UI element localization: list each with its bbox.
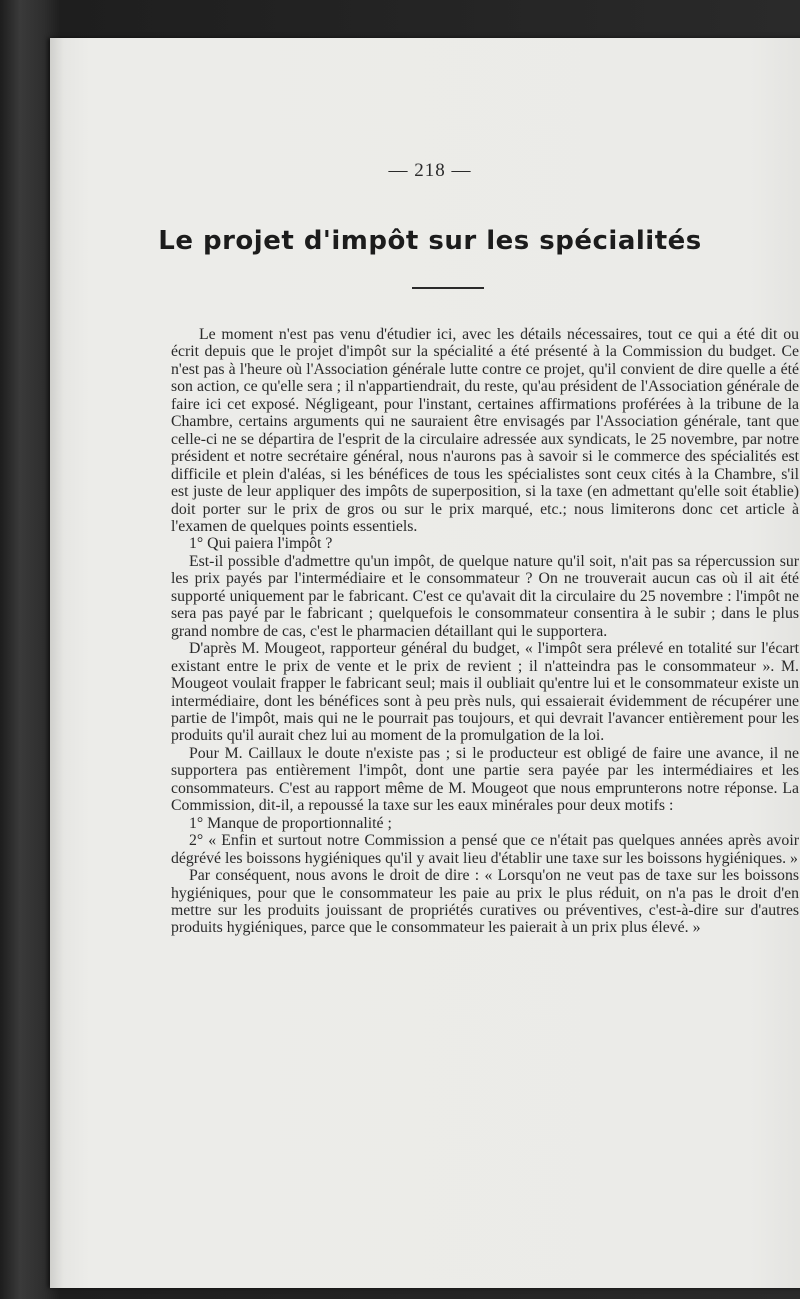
article-title: Le projet d'impôt sur les spécialités bbox=[158, 226, 702, 256]
paragraph-conclusion: Par conséquent, nous avons le droit de dire : « Lorsqu'on ne veut pas de taxe sur les boissons hygiéniques, pour que le consommateur les paie au prix le plus réduit, on n'a pas le droit d'en mettre sur les produits jouissant de propriétés curatives ou préventives, c'est-à-dire sur d'autres produits hygiéniques, parce que le consommateur les paierait à un prix plus élevé. » bbox=[171, 867, 799, 937]
list-item-proportionality: 1° Manque de proportionnalité ; bbox=[189, 814, 392, 832]
paragraph-repercussion: Est-il possible d'admettre qu'un impôt, de quelque nature qu'il soit, n'ait pas sa répercussion sur les prix payés par l'intermédiaire et le consommateur ? On ne trouverait aucun cas où il ait été supporté uniquement par le fabricant. C'est ce qu'avait dit la circulaire du 25 novembre : l'impôt ne sera pas payé par le fabricant ; quelquefois le consommateur consentira à le subir ; dans le plus grand nombre de cas, c'est le pharmacien détaillant qui le supportera. bbox=[171, 552, 799, 640]
list-item-hygienic-drinks: 2° « Enfin et surtout notre Commission a pensé que ce n'était pas quelques années après avoir dégrévé les boissons hygiéniques qu'il y avait lieu d'établir une taxe sur les boissons hygiéniques. » bbox=[171, 832, 799, 867]
page-number: — 218 — bbox=[388, 160, 472, 181]
heading-question-1: 1° Qui paiera l'impôt ? bbox=[189, 535, 333, 553]
page bbox=[50, 38, 800, 1288]
title-rule bbox=[412, 287, 484, 289]
article-body bbox=[171, 326, 799, 937]
paragraph-mougeot: D'après M. Mougeot, rapporteur général du budget, « l'impôt sera prélevé en totalité sur l'écart existant entre le prix de vente et le prix de revient ; il n'atteindra pas le consommateur ». M. Mougeot voulait frapper le fabricant seul; mais il oubliait qu'entre lui et le consommateur existe un intermédiaire, dont les bénéfices sont à peu près nuls, qui essaierait évidemment de récupérer une partie de l'impôt, mais qui ne le pourrait pas toujours, et qui devrait l'avancer entièrement pour les produits qu'il aurait chez lui au moment de la promulgation de la loi. bbox=[171, 640, 799, 745]
paragraph-caillaux: Pour M. Caillaux le doute n'existe pas ; si le producteur est obligé de faire une avance, il ne supportera pas entièrement l'impôt, dont une partie sera payée par les intermédiaires et les consommateurs. C'est au rapport même de M. Mougeot que nous emprunterons notre réponse. La Commission, dit-il, a repoussé la taxe sur les eaux minérales pour deux motifs : bbox=[171, 744, 799, 815]
paragraph-intro: Le moment n'est pas venu d'étudier ici, avec les détails nécessaires, tout ce qui a été dit ou écrit depuis que le projet d'impôt sur la spécialité a été présenté à la Commission du budget. Ce n'est pas à l'heure où l'Association générale lutte contre ce projet, qu'il convient de dire quelle a été son action, ce qu'elle sera ; il n'appartiendrait, du reste, qu'au président de l'Association générale de faire ici cet exposé. Négligeant, pour l'instant, certaines affirmations proférées à la tribune de la Chambre, certains arguments qui ne sauraient être envisagés par l'Association générale, tant que celle-ci ne se départira de l'esprit de la circulaire adressée aux syndicats, le 25 novembre, par notre président et notre secrétaire général, nous n'aurons pas à savoir si le commerce des spécialités est difficile et plein d'aléas, si les bénéfices de tous les spécialistes sont ceux cités à la Chambre, s'il est juste de leur appliquer des impôts de superposition, si la taxe (en admettant qu'elle soit établie) doit porter sur le prix de gros ou sur le prix marqué, etc.; nous limiterons donc cet article à l'examen de quelques points essentiels. bbox=[171, 326, 799, 535]
